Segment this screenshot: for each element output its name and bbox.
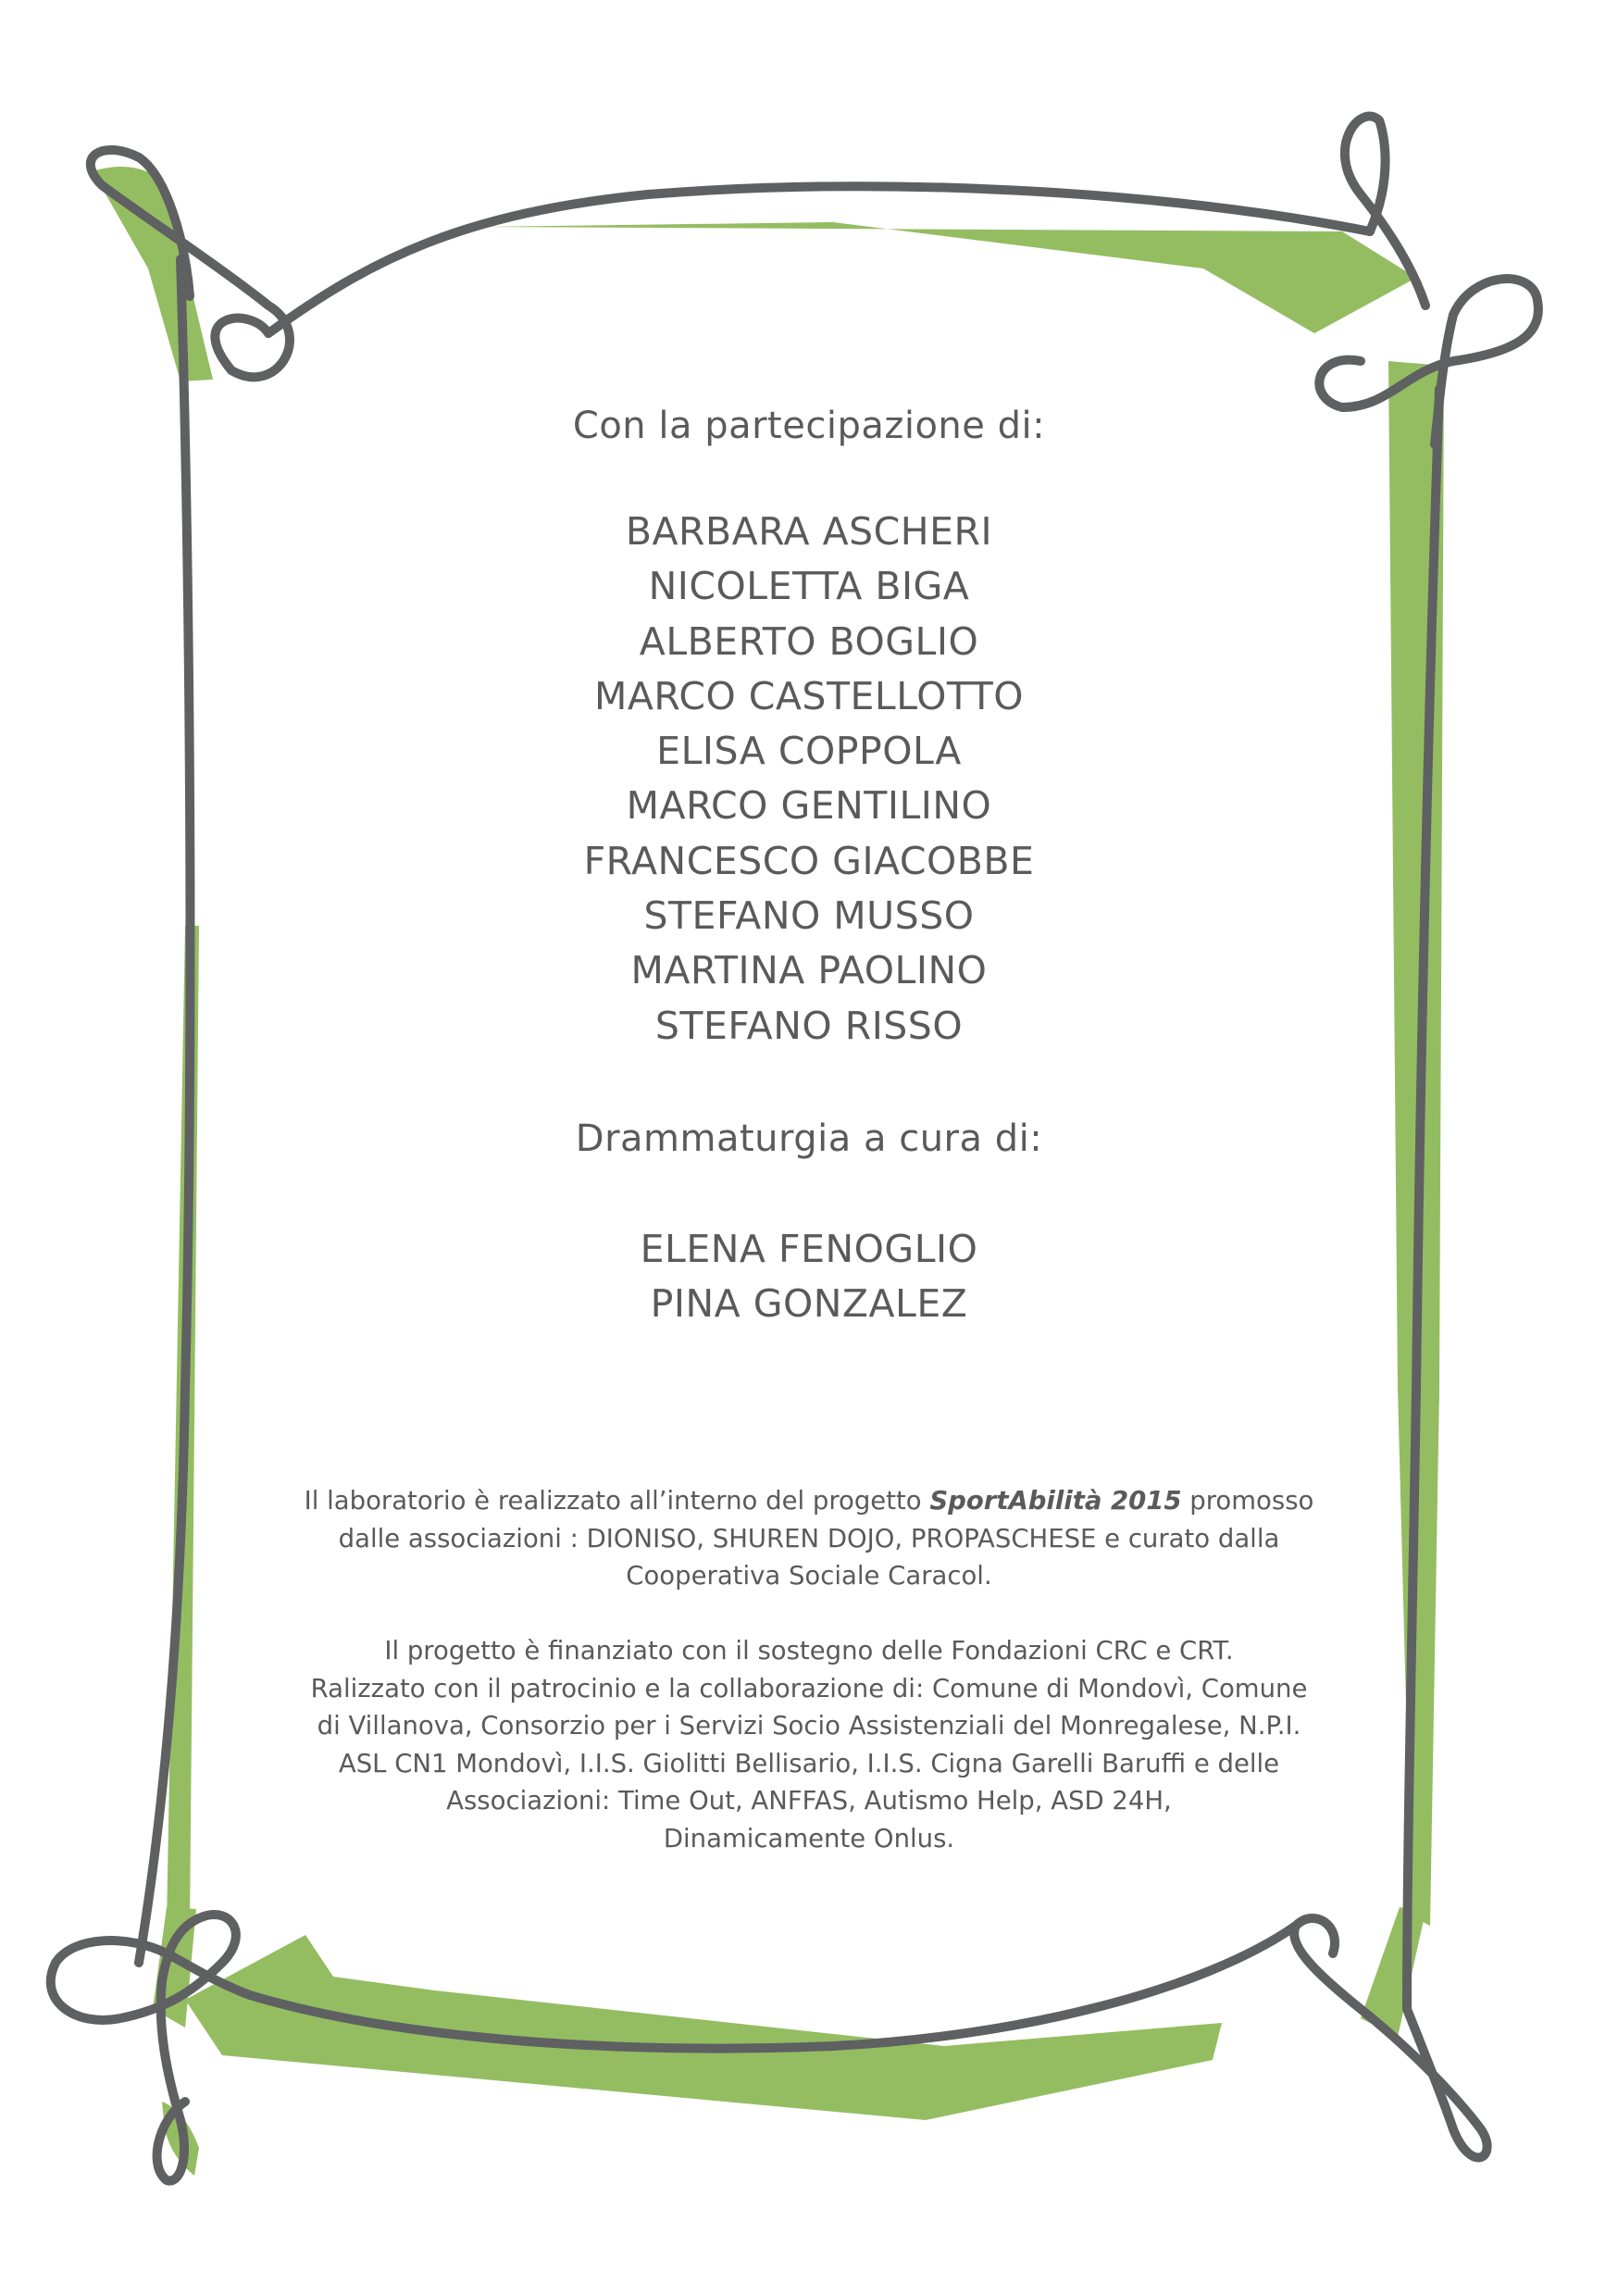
dramaturgy-list <box>0 1222 1618 1332</box>
dramaturgy-list-container <box>0 1222 1618 1332</box>
project-note-line-3: Cooperativa Sociale Caracol. <box>626 1561 992 1591</box>
dramaturg-name: PINA GONZALEZ <box>650 1281 968 1327</box>
project-note <box>0 1482 1618 1595</box>
funding-note-line: Il progetto è finanziato con il sostegno delle Fondazioni CRC e CRT. <box>384 1636 1234 1666</box>
participation-heading: Con la partecipazione di: <box>572 405 1046 447</box>
project-note-line-1 <box>0 1482 1618 1520</box>
participants-list-container <box>0 505 1618 1054</box>
dramaturgy-section <box>0 1111 1618 1167</box>
participant-name: MARCO GENTILINO <box>626 783 992 829</box>
participant-name: BARBARA ASCHERI <box>625 509 993 554</box>
participant-name: ELISA COPPOLA <box>656 729 962 774</box>
dramaturgy-heading: Drammaturgia a cura di: <box>575 1117 1043 1160</box>
participant-name: MARCO CASTELLOTTO <box>593 673 1025 718</box>
funding-note-line: ASL CN1 Mondovì, I.I.S. Giolitti Bellisario, I.I.S. Cigna Garelli Baruffi e delle <box>338 1748 1280 1778</box>
participant-name: ALBERTO BOGLIO <box>639 618 979 664</box>
participant-name: NICOLETTA BIGA <box>648 564 970 609</box>
participant-name: STEFANO RISSO <box>654 1003 964 1048</box>
participant-name: FRANCESCO GIACOBBE <box>583 838 1035 883</box>
funding-note-line: di Villanova, Consorzio per i Servizi Socio Assistenziali del Monregalese, N.P.I. <box>317 1711 1301 1741</box>
project-name: SportAbilità 2015 <box>929 1486 1182 1516</box>
project-note-suffix: promosso <box>1181 1486 1314 1516</box>
funding-note-line: Ralizzato con il patrocinio e la collaborazione di: Comune di Mondovì, Comune <box>310 1673 1308 1703</box>
participant-name: STEFANO MUSSO <box>643 893 975 939</box>
funding-note-line: Dinamicamente Onlus. <box>663 1823 955 1853</box>
participants-section <box>0 398 1618 454</box>
funding-note <box>0 1632 1618 1857</box>
dramaturg-name: ELENA FENOGLIO <box>640 1227 978 1271</box>
project-note-line-2: dalle associazioni : DIONISO, SHUREN DOJO, PROPASCHESE e curato dalla <box>338 1523 1280 1554</box>
participants-list <box>0 505 1618 1054</box>
project-note-prefix: Il laboratorio è realizzato all’interno del progetto <box>304 1486 930 1516</box>
participant-name: MARTINA PAOLINO <box>630 948 988 993</box>
funding-note-line: Associazioni: Time Out, ANFFAS, Autismo Help, ASD 24H, <box>446 1786 1172 1816</box>
green-ribbon <box>93 167 1444 2176</box>
